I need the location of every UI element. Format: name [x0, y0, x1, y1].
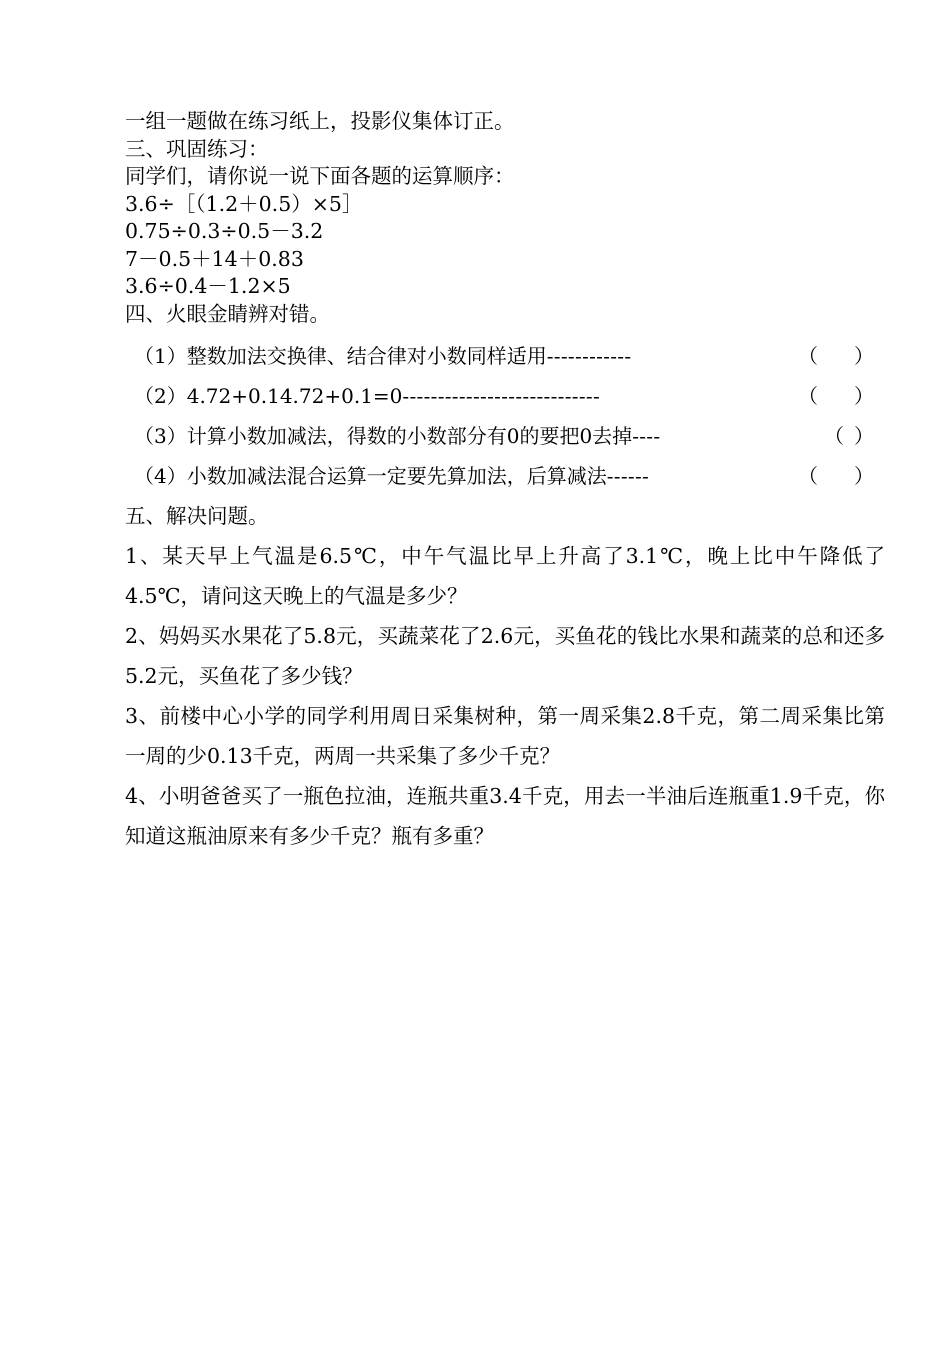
- word-problems-section: [125, 496, 885, 856]
- close-paren: ）: [854, 344, 874, 368]
- answer-blank[interactable]: [824, 416, 874, 456]
- statement-text: （1）整数加法交换律、结合律对小数同样适用: [134, 344, 547, 368]
- section-4-heading: 四、火眼金睛辨对错。: [125, 301, 330, 326]
- answer-blank[interactable]: [798, 376, 874, 416]
- dash-leader: ------------: [546, 344, 632, 368]
- word-problem-4: 4、小明爸爸买了一瓶色拉油，连瓶共重3.4千克，用去一半油后连瓶重1.9千克，你知道这瓶油原来有多少千克？瓶有多重？: [125, 784, 885, 848]
- dash-leader: ----------------------------: [402, 384, 601, 408]
- true-false-list: [134, 336, 874, 496]
- close-paren: ）: [854, 464, 874, 488]
- expression-1: 3.6÷［（1.2＋0.5）×5］: [125, 191, 363, 216]
- open-paren: （: [798, 344, 818, 368]
- open-paren: （: [798, 384, 818, 408]
- answer-blank[interactable]: [798, 456, 874, 496]
- true-false-item: [134, 376, 874, 416]
- section-3-heading: 三、巩固练习：: [125, 136, 269, 161]
- open-paren: （: [798, 464, 818, 488]
- word-problem-2: 2、妈妈买水果花了5.8元，买蔬菜花了2.6元，买鱼花的钱比水果和蔬菜的总和还多5.2元，买鱼花了多少钱？: [125, 624, 885, 688]
- upper-text-block: [125, 108, 885, 328]
- section-3-prompt: 同学们，请你说一说下面各题的运算顺序：: [125, 164, 515, 188]
- true-false-item: [134, 456, 874, 496]
- word-problem-1: 1、某天早上气温是6.5℃，中午气温比早上升高了3.1℃，晚上比中午降低了4.5℃，请问这天晚上的气温是多少？: [125, 544, 885, 608]
- true-false-item: [134, 416, 874, 456]
- close-paren: ）: [854, 424, 874, 448]
- dash-leader: ----: [632, 424, 661, 448]
- statement-text: （3）计算小数加减法，得数的小数部分有0的要把0去掉: [134, 424, 633, 448]
- word-problem-3: 3、前楼中心小学的同学利用周日采集树种，第一周采集2.8千克，第二周采集比第一周的少0.13千克，两周一共采集了多少千克？: [125, 704, 885, 768]
- expression-3: 7－0.5＋14＋0.83: [125, 246, 304, 271]
- expression-4: 3.6÷0.4－1.2×5: [125, 274, 291, 298]
- dash-leader: ------: [606, 464, 650, 488]
- statement-text: （2）4.72+0.14.72+0.1=0: [134, 384, 403, 408]
- close-paren: ）: [854, 384, 874, 408]
- true-false-item: [134, 336, 874, 376]
- section-5-heading: 五、解决问题。: [125, 504, 269, 528]
- open-paren: （: [824, 424, 844, 448]
- intro-line: 一组一题做在练习纸上，投影仪集体订正。: [125, 109, 515, 133]
- answer-blank[interactable]: [798, 336, 874, 376]
- expression-2: 0.75÷0.3÷0.5－3.2: [125, 219, 324, 243]
- statement-text: （4）小数加减法混合运算一定要先算加法，后算减法: [134, 464, 607, 488]
